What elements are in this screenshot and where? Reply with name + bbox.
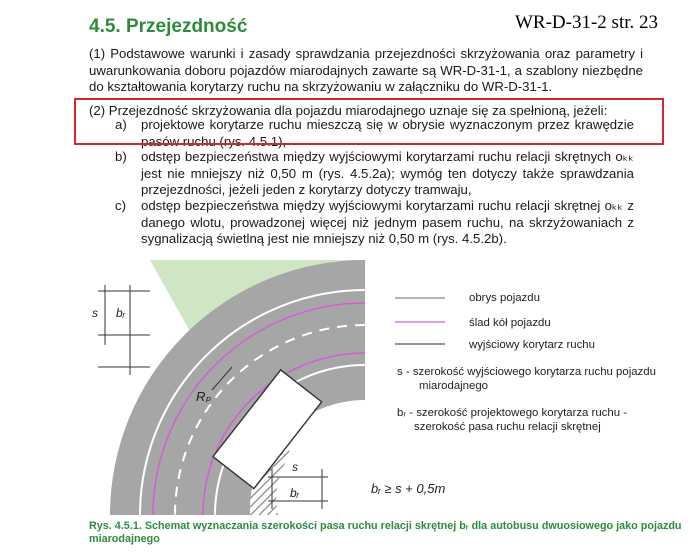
- document-reference: WR-D-31-2 str. 23: [515, 12, 659, 33]
- dimension-left: [98, 285, 150, 375]
- list-item-text: projektowe korytarze ruchu mieszczą się w obrysie wyznaczonym przez krawędzie pasów ruchu (rys. 4.5.1),: [141, 117, 634, 149]
- legend-s-line-1: s - szerokość wyjściowego korytarza ruchu pojazdu: [397, 366, 656, 378]
- legend-s-line-2: miarodajnego: [419, 380, 489, 392]
- br-label-bottom: bᵣ: [290, 486, 299, 500]
- list-item-b: [115, 149, 634, 199]
- list-item-text: odstęp bezpieczeństwa między wyjściowymi korytarzami ruchu relacji skrętnej oₖₖ z danego wlotu, prowadzonej więcej niż jednym pasem ruchu, na skrzyżowaniach z sygnalizacją świetlną jest nie mniejszy niż 0,50 m (rys. 4.5.2b).: [141, 198, 634, 247]
- highlight-box: [74, 98, 664, 145]
- list-item-c: [115, 198, 634, 248]
- s-label-bottom: s: [292, 460, 298, 474]
- turning-corridor-diagram: [0, 255, 700, 520]
- legend-br-line-1: bᵣ - szerokość projektowego korytarza ruchu -: [397, 407, 628, 419]
- list-item-label: b): [115, 149, 127, 164]
- s-label-left: s: [92, 306, 98, 320]
- paragraph-1: (1) Podstawowe warunki i zasady sprawdzania przejezdności skrzyżowania oraz parametry i uwarunkowania doboru pojazdów miarodajnych zawarte są WR-D-31-1, a szablony niezbędne do kształtowania korytarzy ruchu na skrzyżowaniu w załączniku do WR-D-31-1.: [89, 46, 643, 95]
- formula: bᵣ ≥ s + 0,5m: [371, 481, 446, 496]
- list-item-label: c): [115, 198, 126, 213]
- figure-caption: Rys. 4.5.1. Schemat wyznaczania szerokości pasa ruchu relacji skrętnej bᵣ dla autobusu dwuosiowego jako pojazdu miarodajnego: [89, 520, 682, 545]
- paragraph-2-intro: (2) Przejezdność skrzyżowania dla pojazdu miarodajnego uznaje się za spełnioną, jeżeli:: [89, 103, 608, 118]
- list-item-text: odstęp bezpieczeństwa między wyjściowymi korytarzami ruchu relacji skrętnych oₖₖ jest nie mniejszy niż 0,50 m (rys. 4.5.2a); wymóg ten dotyczy także sprawdzania przejezdności, jeżeli jeden z korytarzy dotyczy tramwaju,: [141, 149, 634, 198]
- legend-br-line-2: szerokość pasa ruchu relacji skrętnej: [414, 421, 601, 433]
- legend-corridor-label: wyjściowy korytarz ruchu: [469, 339, 595, 351]
- legend-wheel-label: ślad kół pojazdu: [469, 317, 551, 329]
- br-label-left: bᵣ: [116, 306, 125, 320]
- rp-label: Rₚ: [196, 389, 211, 404]
- section-heading: 4.5. Przejezdność: [89, 16, 248, 37]
- legend-outline-label: obrys pojazdu: [469, 292, 540, 304]
- list-item-label: a): [115, 117, 127, 132]
